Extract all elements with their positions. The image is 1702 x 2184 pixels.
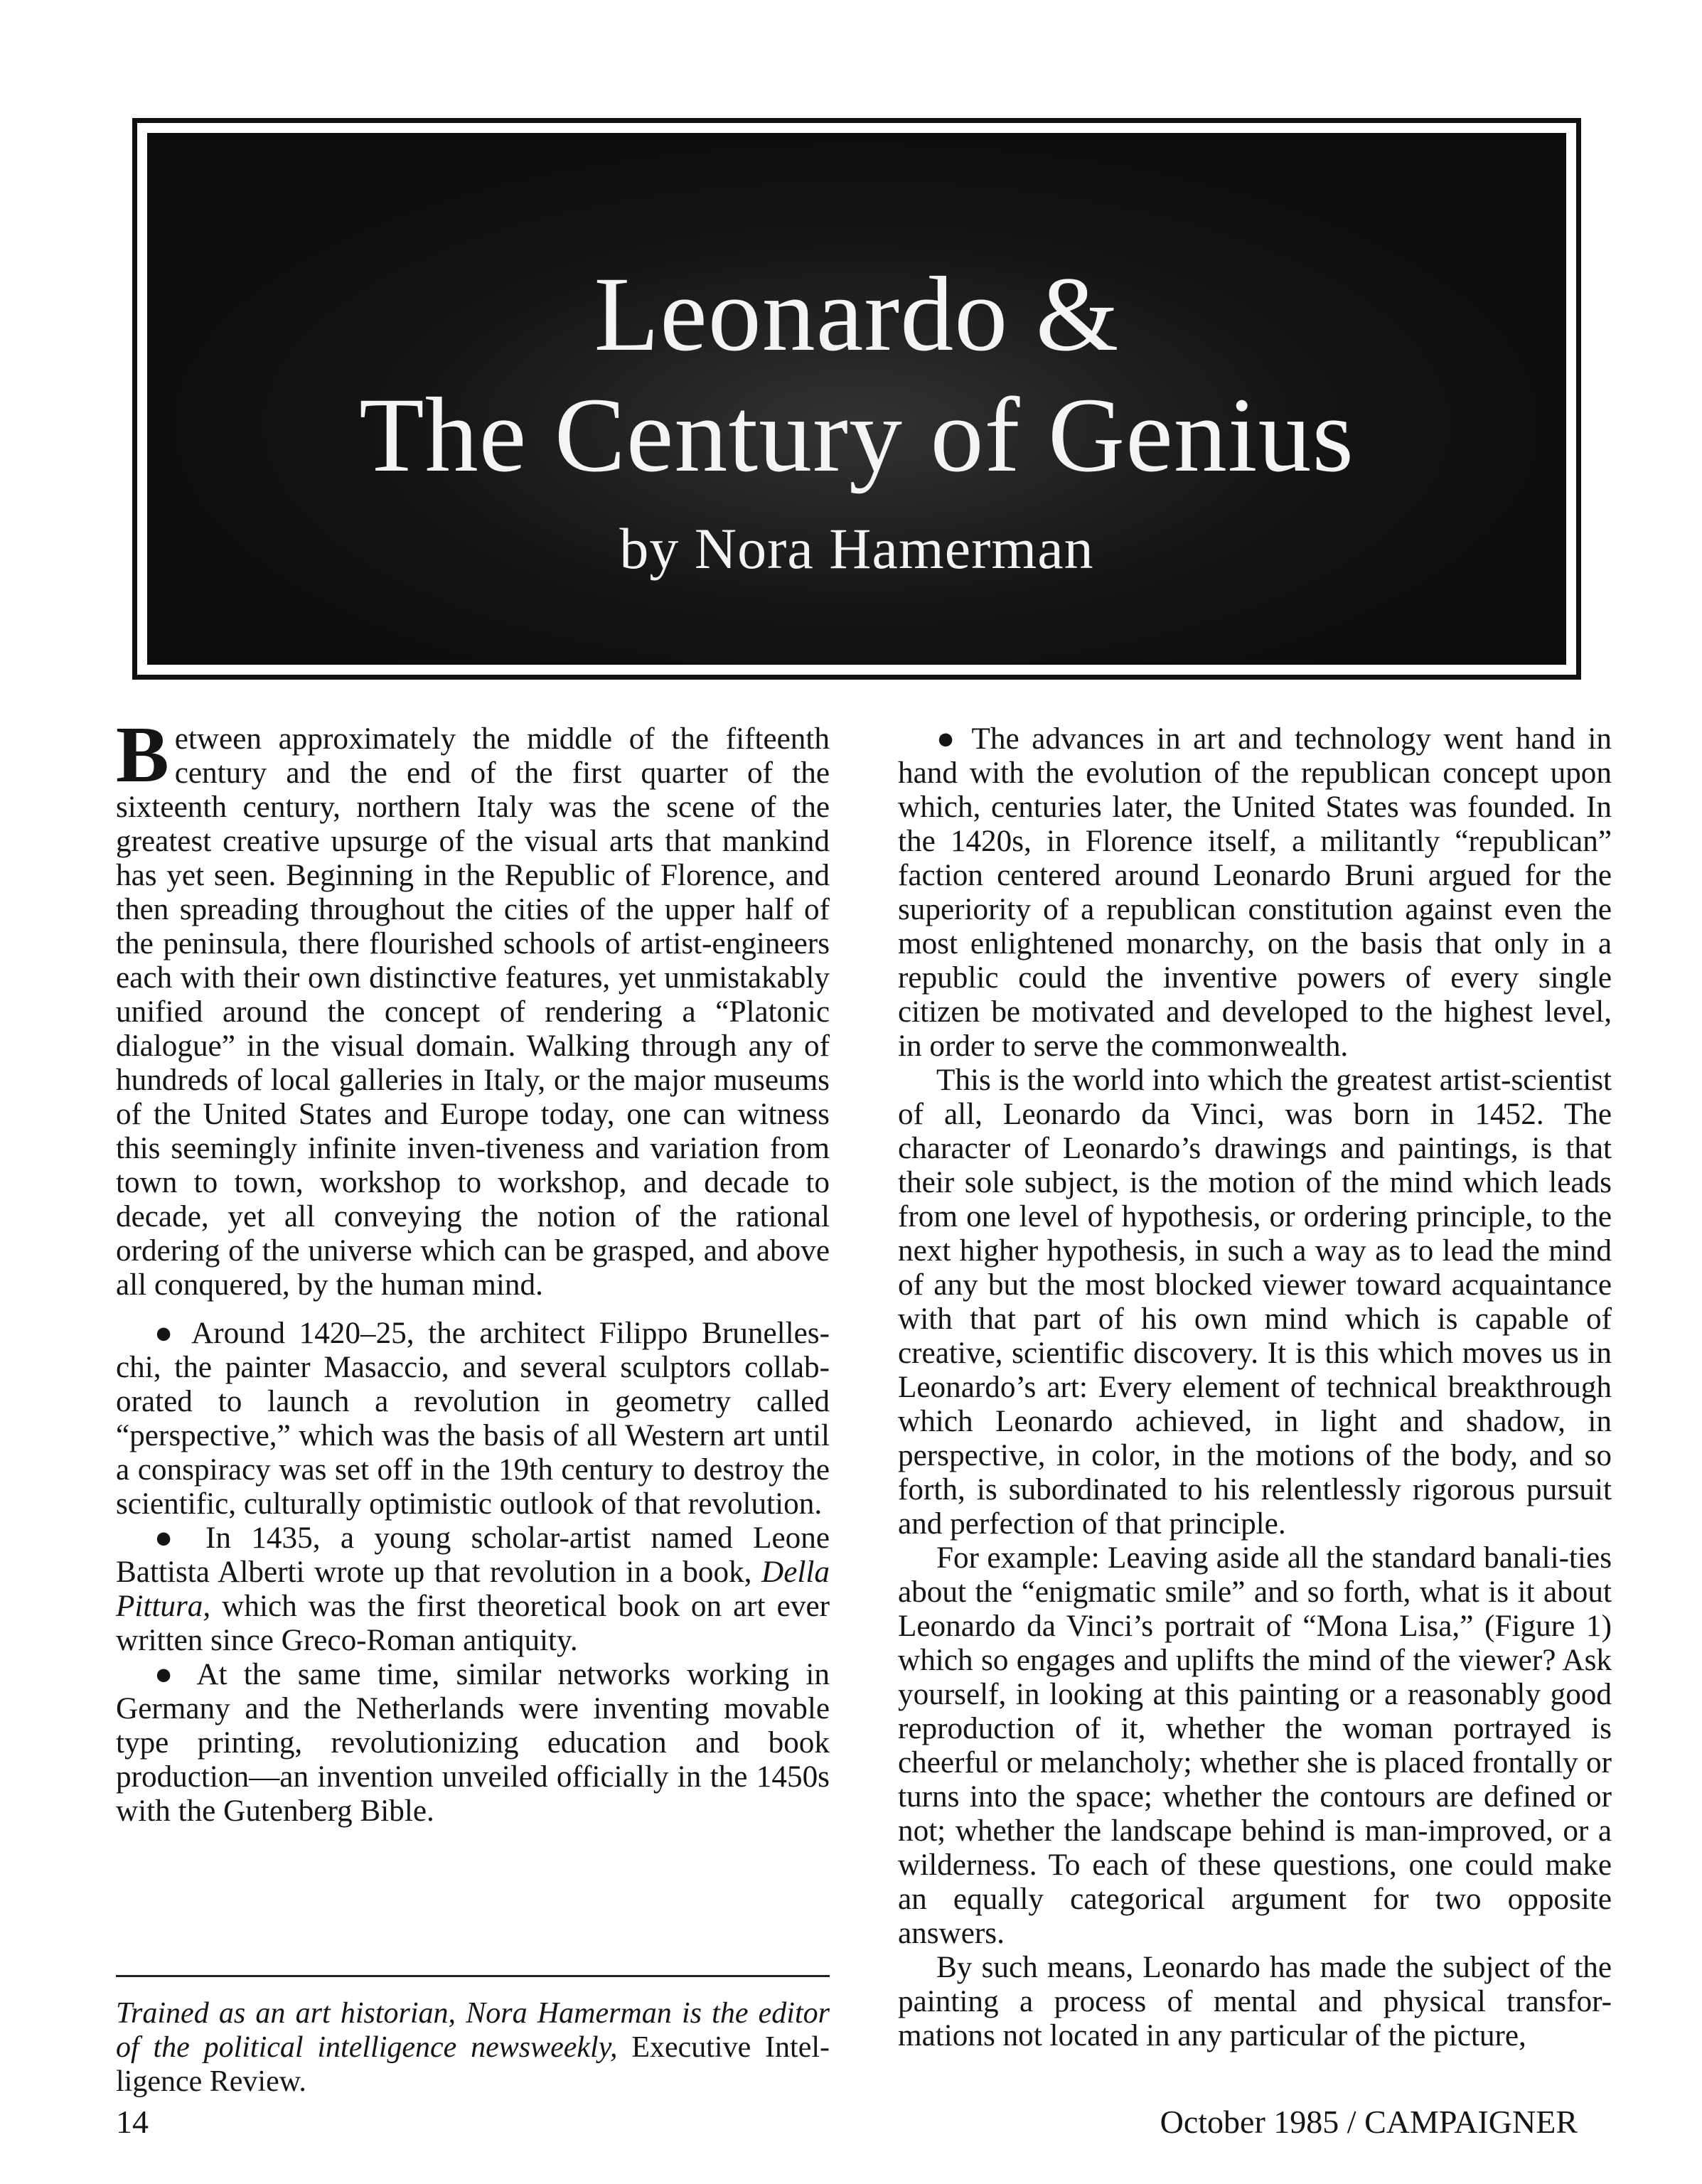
paragraph-republican: ● The advances in art and technology went hand in hand with the evolution of the republican concept upon which, centuries later, the United States was founded. In the 1420s, in Florence itself, a militantly “republican” faction centered around Leonardo Bruni argued for the superiority of a republican constitution against even the most enlightened monarchy, on the basis that only in a republic could the inventive powers of every single citizen be motivated and developed to the highest level, in order to serve the commonwealth. [898, 722, 1612, 1063]
paragraph-transformations: By such means, Leonardo has made the subject of the painting a process of mental and physical transfor-mations not located in any particular of the picture, [898, 1951, 1612, 2052]
title-banner [147, 133, 1566, 665]
paragraph-printing: ● At the same time, similar networks working in Germany and the Netherlands were inventing movable type printing, revolutionizing education and book production—an invention unveiled officially in the 1450s with the Gutenberg Bible. [116, 1658, 830, 1828]
paragraph-alberti-text: ● In 1435, a young scholar-artist named Leone Battista Alberti wrote up that revolution in a book, [116, 1521, 830, 1589]
paragraph-mona-lisa: For example: Leaving aside all the standard banali-ties about the “enigmatic smile” and so forth, what is it about Leonardo da Vinci’s portrait of “Mona Lisa,” (Figure 1) which so engages and uplifts the mind of the viewer? Ask yourself, in looking at this painting or a reasonably good reproduction of it, whether the woman portrayed is cheerful or melancholy; whether she is placed frontally or turns into the space; whether the contours are defined or not; whether the landscape behind is man-improved, or a wilderness. To each of these questions, one could make an equally categorical argument for two opposite answers. [898, 1541, 1612, 1950]
running-footer: October 1985 / CAMPAIGNER [1160, 2104, 1578, 2140]
title-banner-frame [132, 118, 1581, 680]
paragraph-alberti-text-end: which was the first theoretical book on art ever written since Greco-Roman antiquity. [116, 1590, 830, 1657]
page-number: 14 [116, 2104, 149, 2140]
right-column [898, 722, 1612, 2053]
footnote-italic-text: Trained as an art historian, Nora Hamerman is the editor of the political intelligence newsweekly, [116, 1997, 830, 2064]
footnote-divider [116, 1975, 830, 1977]
article-title-line-1: Leonardo & [594, 255, 1120, 373]
paragraph-intro [116, 711, 830, 1302]
paragraph-perspective: ● Around 1420–25, the architect Filippo Brunelles-chi, the painter Masaccio, and several sculptors collab-orated to launch a revolution in geometry called “perspective,” which was the basis of all Western art until a conspiracy was set off in the 19th century to destroy the scientific, culturally optimistic outlook of that revolution. [116, 1317, 830, 1521]
paragraph-alberti [116, 1521, 830, 1658]
paragraph-leonardo: This is the world into which the greatest artist-scientist of all, Leonardo da Vinci, was born in 1452. The character of Leonardo’s drawings and paintings, is that their sole subject, is the motion of the mind which leads from one level of hypothesis, or ordering principle, to the next higher hypothesis, in such a way as to lead the mind of any but the most blocked viewer toward acquaintance with that part of his own mind which is capable of creative, scientific discovery. It is this which moves us in Leonardo’s art: Every element of technical breakthrough which Leonardo achieved, in light and shadow, in perspective, in color, in the motions of the body, and so forth, is subordinated to his relentlessly rigorous pursuit and perfection of that principle. [898, 1064, 1612, 1541]
footnote-publication-name: Executive Intel-ligence Review. [116, 2031, 830, 2098]
article-title-line-2: The Century of Genius [359, 376, 1354, 494]
book-title-della-pittura: Della Pittura, [116, 1556, 830, 1623]
drop-cap: B [116, 711, 169, 799]
paragraph-intro-text: etween approximately the middle of the fifteenth century and the end of the first quarter of the sixteenth century, northern Italy was the scene of the greatest creative upsurge of the visual arts that mankind has yet seen. Beginning in the Republic of Florence, and then spreading throughout the cities of the upper half of the peninsula, there flourished schools of artist-engineers each with their own distinctive features, yet unmistakably unified around the concept of rendering a “Platonic dialogue” in the visual domain. Walking through any of hundreds of local galleries in Italy, or the major museums of the United States and Europe today, one can witness this seemingly infinite inven-tiveness and variation from town to town, workshop to workshop, and decade to decade, yet all conveying the notion of the rational ordering of the universe which can be grasped, and above all conquered, by the human mind. [116, 722, 830, 1302]
article-byline: by Nora Hamerman [619, 516, 1094, 581]
left-column [116, 711, 830, 1829]
author-footnote [116, 1996, 830, 2099]
